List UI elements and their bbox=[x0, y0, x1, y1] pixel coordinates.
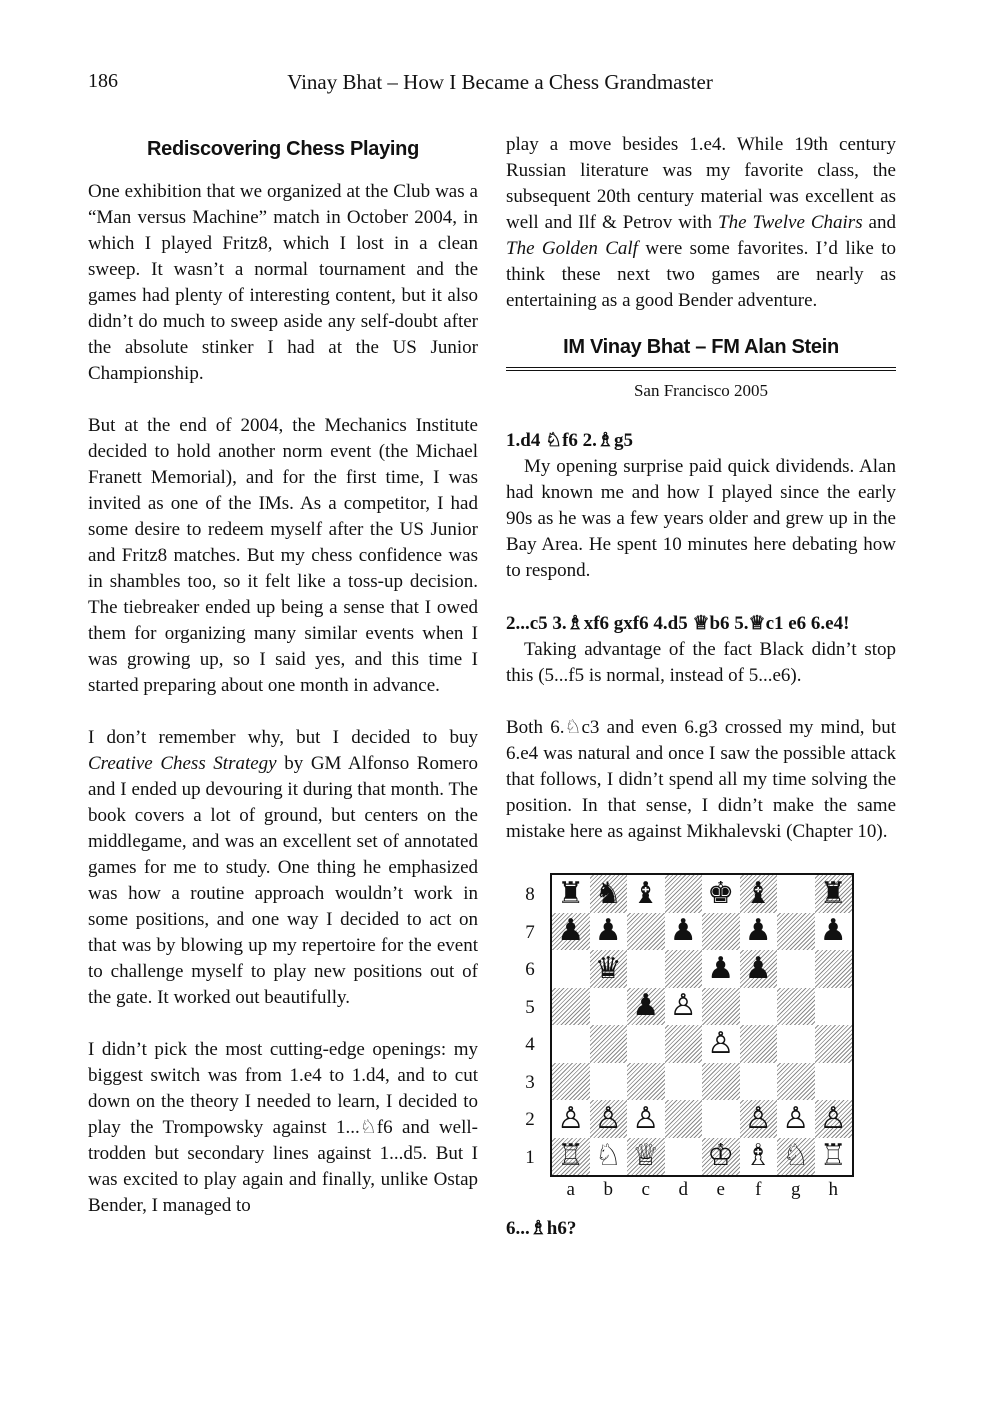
square-c1 bbox=[627, 1138, 665, 1176]
comment-2: Taking advantage of the fact Black didn’t stop this (5...f5 is normal, instead of 5...e6). bbox=[506, 639, 896, 686]
square-h3 bbox=[815, 1063, 853, 1101]
rank-label: 6 bbox=[525, 959, 535, 980]
square-b4 bbox=[590, 1025, 628, 1063]
paragraph-5-a: play a move besides 1.e4. While 19th century Russian literature was my favorite class, the subsequent 20th century material was excellent as well and Ilf & Petrov with bbox=[506, 134, 896, 233]
chess-piece: ♙ bbox=[594, 1100, 622, 1136]
square-h5 bbox=[815, 988, 853, 1026]
chess-piece: ♖ bbox=[557, 1138, 585, 1174]
square-f5 bbox=[740, 988, 778, 1026]
file-label: e bbox=[716, 1179, 725, 1200]
square-g7 bbox=[777, 913, 815, 951]
rank-label: 5 bbox=[525, 996, 535, 1018]
square-f7 bbox=[740, 913, 778, 951]
square-g5 bbox=[777, 988, 815, 1026]
square-a7 bbox=[552, 913, 590, 951]
double-rule-divider bbox=[506, 367, 896, 371]
page-number: 186 bbox=[88, 70, 118, 92]
square-h8 bbox=[815, 875, 853, 913]
square-h7 bbox=[815, 913, 853, 951]
chess-piece: ♙ bbox=[632, 1100, 660, 1136]
square-a4 bbox=[552, 1025, 590, 1063]
page-header bbox=[0, 70, 1000, 98]
paragraph-5 bbox=[506, 132, 896, 314]
square-f3 bbox=[740, 1063, 778, 1101]
chess-piece: ♝ bbox=[632, 875, 660, 911]
paragraph-2: But at the end of 2004, the Mechanics Institute decided to hold another norm event (the Michael Franett Memorial), and for the first time, I was invited as one of the IMs. As a competitor, I had some desire to redeem myself after the US Junior and Fritz8 matches. But my chess confidence was in shambles too, so it felt like a toss-up decision. The tiebreaker ended up being a sense that I owed them for organizing many similar events when I was growing up, so I said yes, and this time I started preparing about one month in advance. bbox=[88, 415, 478, 696]
square-d5 bbox=[665, 988, 703, 1026]
square-g1 bbox=[777, 1138, 815, 1176]
square-e4 bbox=[702, 1025, 740, 1063]
chess-piece: ♟ bbox=[669, 913, 697, 949]
rank-label: 4 bbox=[525, 1034, 535, 1055]
chess-piece: ♟ bbox=[707, 950, 735, 986]
moves-line-2: 2...c5 3.♗xf6 gxf6 4.d5 ♕b6 5.♕c1 e6 6.e4! bbox=[506, 613, 850, 634]
chess-piece: ♜ bbox=[819, 875, 847, 911]
square-d1 bbox=[665, 1138, 703, 1176]
chess-piece: ♟ bbox=[744, 913, 772, 949]
chess-piece: ♘ bbox=[782, 1138, 810, 1174]
chess-board bbox=[550, 873, 854, 1177]
square-b2 bbox=[590, 1100, 628, 1138]
square-f6 bbox=[740, 950, 778, 988]
chess-piece: ♟ bbox=[557, 913, 585, 949]
chess-piece: ♜ bbox=[557, 875, 585, 911]
file-label: f bbox=[755, 1179, 762, 1200]
square-b5 bbox=[590, 988, 628, 1026]
comment-3: Both 6.♘c3 and even 6.g3 crossed my mind, but 6.e4 was natural and once I saw the possible attack that follows, I didn’t spend all my time solving the position. In that sense, I didn’t make the same mistake here as against Mikhalevski (Chapter 10). bbox=[506, 717, 896, 842]
square-e3 bbox=[702, 1063, 740, 1101]
paragraph-1: One exhibition that we organized at the Club was a “Man versus Machine” match in October 2004, in which I played Fritz8, which I lost in a clean sweep. It wasn’t a normal tournament and the games had plenty of interesting content, but it also didn’t do much to sweep aside any self-doubt after the absolute stinker I had at the US Junior Championship. bbox=[88, 181, 478, 384]
square-b3 bbox=[590, 1063, 628, 1101]
paragraph-3-start: I don’t remember why, but I decided to buy bbox=[88, 727, 478, 748]
rank-label: 2 bbox=[525, 1109, 535, 1130]
square-f2 bbox=[740, 1100, 778, 1138]
running-title: Vinay Bhat – How I Became a Chess Grandmaster bbox=[287, 70, 713, 94]
rank-label: 3 bbox=[525, 1071, 535, 1093]
square-g4 bbox=[777, 1025, 815, 1063]
square-e1 bbox=[702, 1138, 740, 1176]
chess-piece: ♙ bbox=[669, 988, 697, 1024]
square-h6 bbox=[815, 950, 853, 988]
chess-piece: ♘ bbox=[594, 1138, 622, 1174]
square-b8 bbox=[590, 875, 628, 913]
square-b1 bbox=[590, 1138, 628, 1176]
chess-piece: ♟ bbox=[819, 913, 847, 949]
square-e2 bbox=[702, 1100, 740, 1138]
square-e5 bbox=[702, 988, 740, 1026]
moves-line-3: 6...♗h6? bbox=[506, 1218, 577, 1239]
square-b7 bbox=[590, 913, 628, 951]
book-title-creative-chess-strategy: Creative Chess Strategy bbox=[88, 753, 277, 774]
book-title-golden-calf: The Golden Calf bbox=[506, 238, 638, 259]
chess-piece: ♖ bbox=[819, 1138, 847, 1174]
square-e8 bbox=[702, 875, 740, 913]
square-c5 bbox=[627, 988, 665, 1026]
square-d6 bbox=[665, 950, 703, 988]
square-f1 bbox=[740, 1138, 778, 1176]
square-g3 bbox=[777, 1063, 815, 1101]
chess-piece: ♙ bbox=[819, 1100, 847, 1136]
book-title-twelve-chairs: The Twelve Chairs bbox=[718, 212, 863, 233]
paragraph-5-b: and bbox=[862, 212, 896, 233]
square-c2 bbox=[627, 1100, 665, 1138]
file-labels bbox=[552, 1179, 852, 1201]
square-a8 bbox=[552, 875, 590, 913]
chess-diagram bbox=[506, 873, 896, 1213]
right-column bbox=[506, 132, 896, 1240]
square-g6 bbox=[777, 950, 815, 988]
square-a6 bbox=[552, 950, 590, 988]
square-b6 bbox=[590, 950, 628, 988]
square-h2 bbox=[815, 1100, 853, 1138]
file-label: h bbox=[828, 1179, 838, 1200]
rank-label: 8 bbox=[525, 884, 535, 905]
file-label: d bbox=[678, 1179, 688, 1200]
square-c4 bbox=[627, 1025, 665, 1063]
square-g8 bbox=[777, 875, 815, 913]
square-f8 bbox=[740, 875, 778, 913]
square-f4 bbox=[740, 1025, 778, 1063]
chess-piece: ♛ bbox=[594, 950, 622, 986]
rank-labels bbox=[520, 876, 540, 1176]
square-c8 bbox=[627, 875, 665, 913]
chess-piece: ♟ bbox=[594, 913, 622, 949]
square-c7 bbox=[627, 913, 665, 951]
chess-piece: ♗ bbox=[744, 1138, 772, 1174]
rank-label: 7 bbox=[525, 921, 535, 943]
game-event: San Francisco 2005 bbox=[633, 381, 769, 400]
chess-piece: ♙ bbox=[782, 1100, 810, 1136]
square-d7 bbox=[665, 913, 703, 951]
section-title: Rediscovering Chess Playing bbox=[147, 138, 419, 160]
file-label: g bbox=[791, 1179, 801, 1200]
chess-piece: ♚ bbox=[707, 875, 735, 911]
square-a1 bbox=[552, 1138, 590, 1176]
moves-line-1: 1.d4 ♘f6 2.♗g5 bbox=[506, 430, 633, 451]
square-d4 bbox=[665, 1025, 703, 1063]
comment-1: My opening surprise paid quick dividends. Alan had known me and how I played since the early 90s as he was a few years older and grew up in the Bay Area. He spent 10 minutes here debating how to respond. bbox=[506, 456, 896, 581]
paragraph-3 bbox=[88, 725, 478, 1011]
square-d8 bbox=[665, 875, 703, 913]
square-d3 bbox=[665, 1063, 703, 1101]
paragraph-3-end: by GM Alfonso Romero and I ended up devouring it during that month. The book covers a lot of ground, but centers on the middlegame, and was an excellent set of annotated games for me to study. One thing he emphasized was how a routine approach wouldn’t work in some positions, and one way I decided to act on that was by blowing up my repertoire for the event to challenge myself to play new positions out of the gate. It worked out beautifully. bbox=[88, 753, 478, 1008]
square-d2 bbox=[665, 1100, 703, 1138]
chess-piece: ♙ bbox=[744, 1100, 772, 1136]
paragraph-5-c: were some favorites. I’d like to think these next two games are nearly as entertaining as a good Bender adventure. bbox=[506, 238, 896, 311]
chess-piece: ♟ bbox=[744, 950, 772, 986]
square-c3 bbox=[627, 1063, 665, 1101]
square-e7 bbox=[702, 913, 740, 951]
chess-piece: ♟ bbox=[632, 988, 660, 1024]
chess-piece: ♞ bbox=[594, 875, 622, 911]
chess-piece: ♙ bbox=[557, 1100, 585, 1136]
square-h4 bbox=[815, 1025, 853, 1063]
chess-piece: ♔ bbox=[707, 1138, 735, 1174]
square-e6 bbox=[702, 950, 740, 988]
chess-piece: ♙ bbox=[707, 1025, 735, 1061]
paragraph-4: I didn’t pick the most cutting-edge openings: my biggest switch was from 1.e4 to 1.d4, and to cut down on the theory I needed to learn, I decided to play the Trompowsky against 1...♘f6 and well-trodden but secondary lines against 1...d5. But I was excited to play again and finally, unlike Ostap Bender, I managed to bbox=[88, 1039, 478, 1216]
square-a3 bbox=[552, 1063, 590, 1101]
square-c6 bbox=[627, 950, 665, 988]
file-label: a bbox=[566, 1179, 575, 1200]
rank-label: 1 bbox=[525, 1146, 535, 1168]
square-a5 bbox=[552, 988, 590, 1026]
square-g2 bbox=[777, 1100, 815, 1138]
file-label: c bbox=[641, 1179, 650, 1200]
square-h1 bbox=[815, 1138, 853, 1176]
game-title: IM Vinay Bhat – FM Alan Stein bbox=[563, 336, 839, 358]
file-label: b bbox=[603, 1179, 613, 1200]
square-a2 bbox=[552, 1100, 590, 1138]
chess-piece: ♝ bbox=[744, 875, 772, 911]
chess-piece: ♕ bbox=[632, 1138, 660, 1174]
left-column bbox=[88, 132, 478, 1245]
